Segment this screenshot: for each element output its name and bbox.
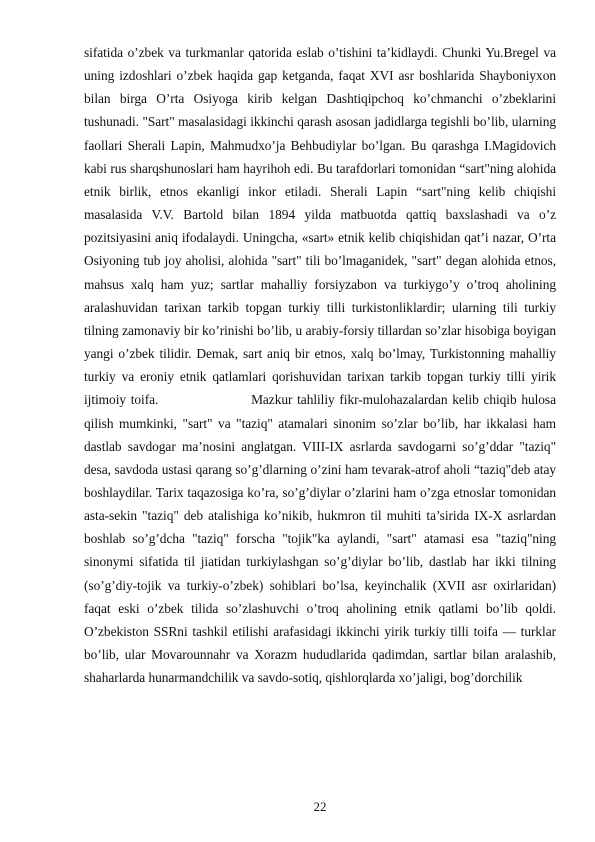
paragraph-1: sifatida o’zbek va turkmanlar qatorida eslab o’tishini ta’kidlaydi. Chunki Yu.Bregel va uning izdoshlari o’zbek haqida gap ketganda, faqat XVI asr boshlarida Shayboniyxon bilan birga O’rta Osiyoga kirib kelgan Dashtiqipchoq ko’chmanchi o’zbeklarini tushunadi. "Sart" masalasidagi ikkinchi qarash asosan jadidlarga tegishli bo’lib, ularning faollari Sherali Lapin, Mahmudxo’ja Behbudiylar bo’lgan. Bu qarashga I.Magidovich kabi rus sharqshunoslari ham hayrihoh edi. Bu tarafdorlari tomonidan “sart"ning alohida etnik birlik, etnos ekanligi inkor etiladi. Sherali Lapin “sart"ning kelib chiqishi masalasida V.V. Bartold bilan 1894 yilda matbuotda qattiq baxslashadi va o’z pozitsiyasini aniq ifodalaydi. Uningcha, «sart» etnik kelib chiqishidan qat’i nazar, O’rta Osiyoning tub joy aholisi, alohida "sart" tili bo’lmaganidek, "sart" degan alohida etnos, mahsus xalq ham yuz; sartlar mahalliy forsiyzabon va turkiygo’y o’troq aholining aralashuvidan tarixan tarkib topgan turkiy tilli turkistonliklardir; ularning tili turkiy tilning zamonaviy bir ko’rinishi bo’lib, u arabiy-forsiy tillardan so’zlar hisobiga boyigan yangi o’zbek tilidir. Demak, sart aniq bir etnos, xalq bo’lmay, Turkistonning mahalliy turkiy va eroniy etnik qatlamlari qorishuvidan tarixan tarkib topgan turkiy tilli yirik ijtimoiy toifa.: [84, 45, 556, 408]
page-number: 22: [313, 799, 327, 814]
paragraph-2: Mazkur tahliliy fikr-mulohazalardan kelib chiqib hulosa qilish mumkinki, "sart" va "taziq" atamalari sinonim so’zlar bo’lib, har ikkalasi ham dastlab savdogar ma’nosini anglatgan. VIII-IX asrlarda savdogarni so’g’ddar "taziq" desa, savdoda ustasi qarang so’g’dlarning o’zini ham tevarak-atrof aholi “taziq"deb atay boshlaydilar. Tarix taqazosiga ko’ra, so’g’diylar o’zlarini ham o’zga etnoslar tomonidan asta-sekin "taziq" deb atalishiga ko’nikib, hukmron til muhiti ta’sirida IX-X asrlardan boshlab so’g’dcha "taziq" forscha "tojik"ka aylandi, "sart" atamasi esa "taziq"ning sinonymi sifatida til jiatidan turkiylashgan so’g’diylar bo’lib, dastlab har ikki tilning (so’g’diy-tojik va turkiy-o’zbek) sohiblari bo’lsa, keyinchalik (XVII asr oxirlaridan) faqat eski o’zbek tilida so’zlashuvchi o’troq aholining etnik qatlami bo’lib qoldi. O’zbekiston SSRni tashkil etilishi arafasidagi ikkinchi yirik turkiy tilli toifa — turklar bo’lib, ular Movarounnahr va Xorazm hududlarida qadimdan, sartlar bilan aralashib, shaharlarda hunarmandchilik va savdo-sotiq, qishlorqlarda xo’jaligi, bog’dorchilik: [84, 392, 556, 686]
body-text: [84, 41, 556, 689]
